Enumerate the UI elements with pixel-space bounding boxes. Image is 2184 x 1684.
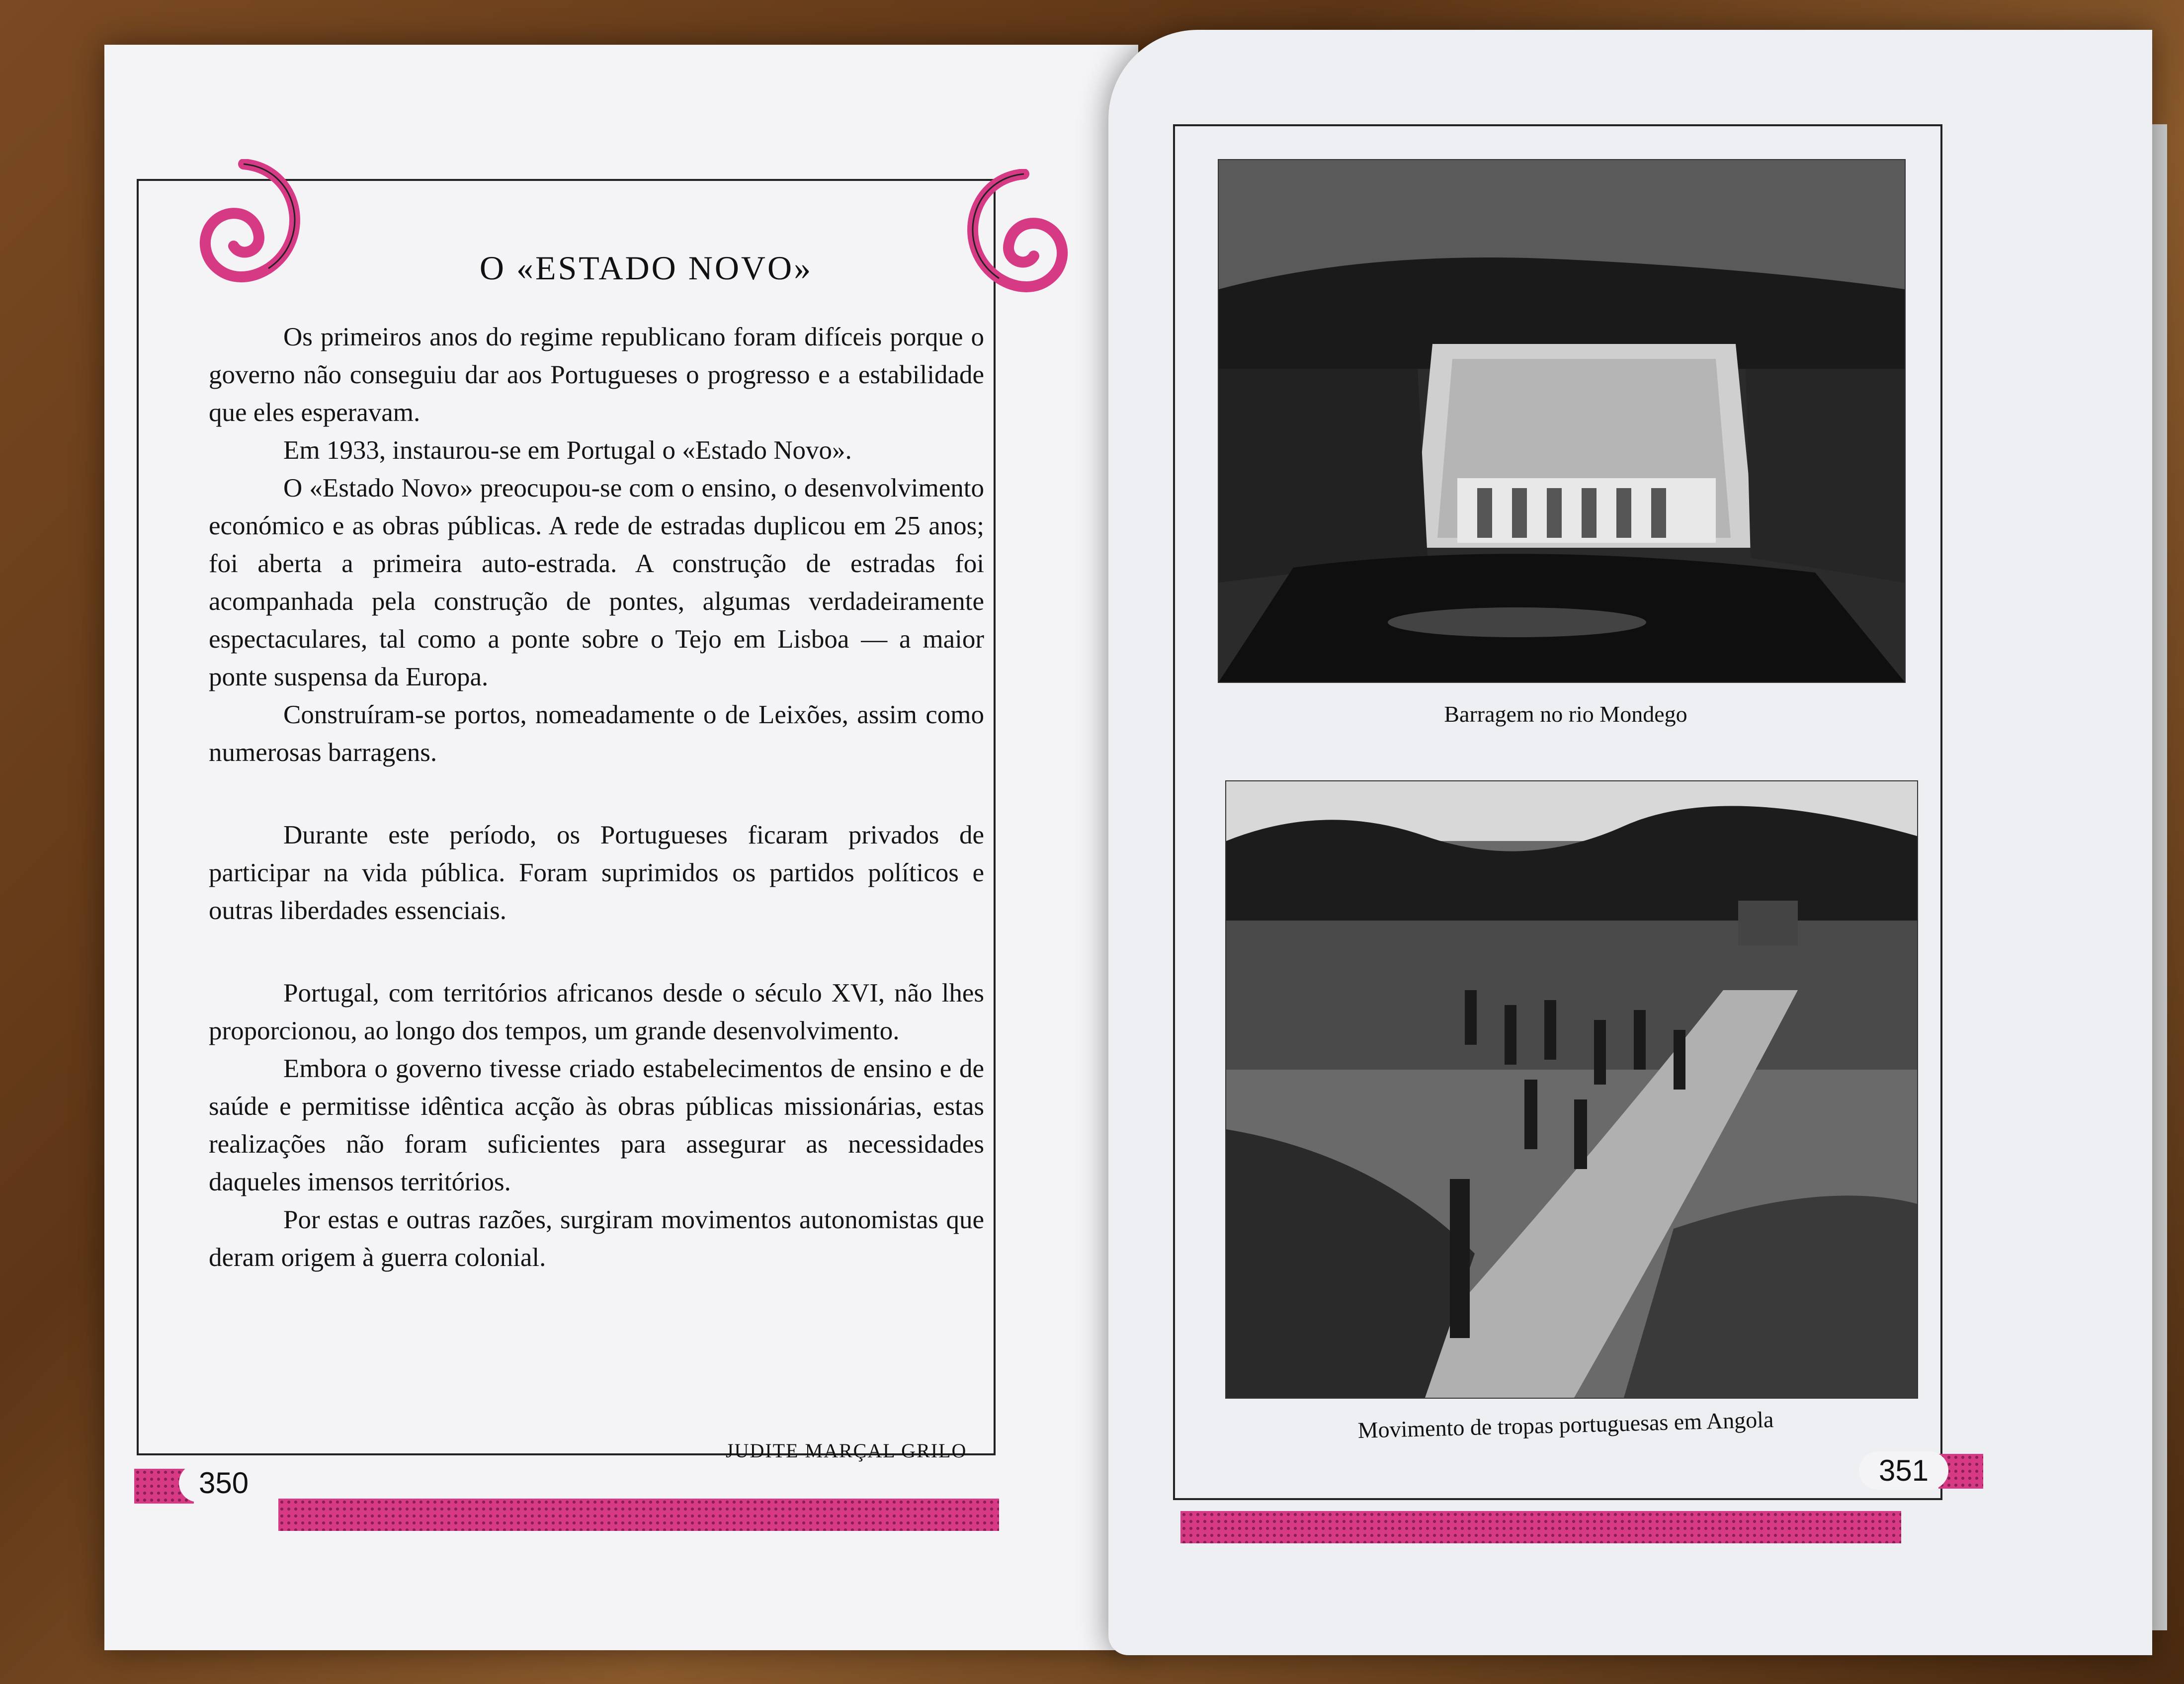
troops-photo [1225,780,1918,1399]
paragraph: Os primeiros anos do regime republicano foram difíceis porque o governo não conseguiu dar aos Portugueses o progresso e a estabilidade que eles esperavam. [209,323,984,427]
page-number: 351 [1859,1451,1948,1490]
page-number: 350 [179,1464,268,1502]
author-credit: JUDITE MARÇAL GRILO [726,1439,967,1462]
ribbon-decoration [1180,1511,1901,1543]
troops-photo-caption: Movimento de tropas portuguesas em Angola [1357,1407,1774,1443]
paragraph: Por estas e outras razões, surgiram movimentos autonomistas que deram origem à guerra colonial. [209,1205,984,1272]
paragraph: Em 1933, instaurou-se em Portugal o «Estado Novo». [283,436,852,465]
article-body [209,318,984,1276]
spiral-ornament-right-icon [944,169,1084,323]
dam-photo [1218,159,1906,683]
paragraph: Construíram-se portos, nomeadamente o de Leixões, assim como numerosas barragens. [209,700,984,767]
paragraph: Portugal, com territórios africanos desde o século XVI, não lhes proporcionou, ao longo dos tempos, um grande desenvolvimento. [209,979,984,1045]
dam-photo-caption: Barragem no rio Mondego [1444,701,1687,727]
spiral-ornament-left-icon [184,159,323,313]
paragraph: Embora o governo tivesse criado estabelecimentos de ensino e de saúde e permitisse idêntica acção às obras públicas missionárias, estas realizações não foram suficientes para assegurar as necessidades daqueles imensos territórios. [209,1054,984,1196]
ribbon-decoration [278,1499,999,1531]
paragraph: Durante este período, os Portugueses ficaram privados de participar na vida pública. Foram suprimidos os partidos políticos e outras liberdades essenciais. [209,821,984,925]
page-title: O «ESTADO NOVO» [479,249,813,287]
paragraph: O «Estado Novo» preocupou-se com o ensino, o desenvolvimento económico e as obras públicas. A rede de estradas duplicou em 25 anos; foi aberta a primeira auto-estrada. A construção de estradas foi acompanhada pela construção de pontes, algumas verdadeiramente espectaculares, tal como a ponte sobre o Tejo em Lisboa — a maior ponte suspensa da Europa. [209,474,984,691]
